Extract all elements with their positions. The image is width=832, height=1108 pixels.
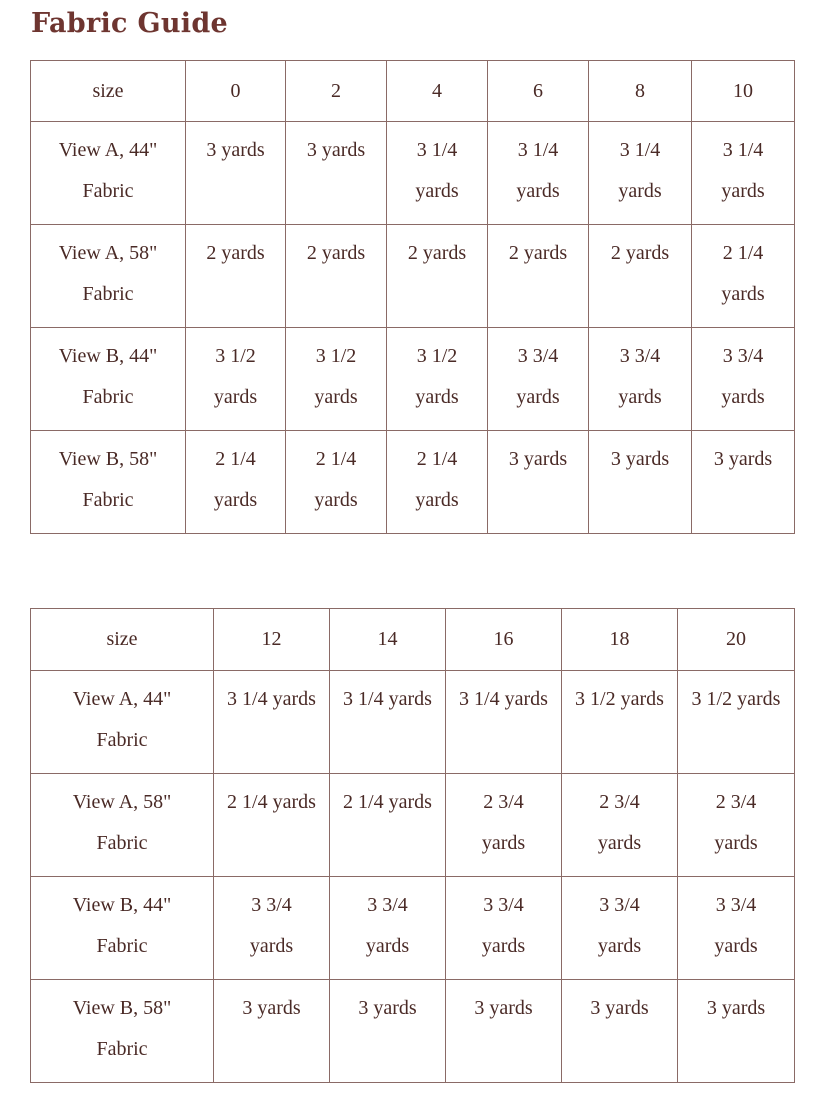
yardage-cell: 2 1/4 yards — [692, 225, 795, 328]
yardage-cell: 3 yards — [330, 980, 446, 1083]
row-label: View B, 44" Fabric — [31, 877, 214, 980]
yardage-cell: 3 yards — [286, 122, 387, 225]
table-row — [31, 122, 795, 225]
yardage-cell: 3 3/4 yards — [692, 328, 795, 431]
yardage-cell: 2 1/4 yards — [387, 431, 488, 534]
size-header: size — [31, 61, 186, 122]
table-header-row — [31, 609, 795, 671]
row-label: View A, 44" Fabric — [31, 671, 214, 774]
yardage-cell: 3 yards — [214, 980, 330, 1083]
table-row — [31, 671, 795, 774]
yardage-cell: 3 1/4 yards — [330, 671, 446, 774]
yardage-cell: 3 yards — [446, 980, 562, 1083]
yardage-cell: 3 1/4 yards — [214, 671, 330, 774]
yardage-cell: 2 yards — [387, 225, 488, 328]
yardage-cell: 3 yards — [562, 980, 678, 1083]
size-column-header: 18 — [562, 609, 678, 671]
row-label: View A, 44" Fabric — [31, 122, 186, 225]
row-label: View B, 58" Fabric — [31, 431, 186, 534]
row-label: View B, 44" Fabric — [31, 328, 186, 431]
yardage-cell: 3 yards — [488, 431, 589, 534]
yardage-cell: 2 3/4 yards — [446, 774, 562, 877]
yardage-cell: 3 1/2 yards — [387, 328, 488, 431]
fabric-table-sizes-0-10 — [30, 60, 795, 534]
row-label: View A, 58" Fabric — [31, 774, 214, 877]
table-row — [31, 328, 795, 431]
size-column-header: 2 — [286, 61, 387, 122]
row-label: View A, 58" Fabric — [31, 225, 186, 328]
yardage-cell: 3 yards — [589, 431, 692, 534]
size-column-header: 6 — [488, 61, 589, 122]
size-column-header: 12 — [214, 609, 330, 671]
row-label: View B, 58" Fabric — [31, 980, 214, 1083]
yardage-cell: 2 1/4 yards — [186, 431, 286, 534]
size-column-header: 4 — [387, 61, 488, 122]
yardage-cell: 3 3/4 yards — [562, 877, 678, 980]
yardage-cell: 2 yards — [286, 225, 387, 328]
yardage-cell: 3 3/4 yards — [589, 328, 692, 431]
yardage-cell: 3 3/4 yards — [488, 328, 589, 431]
table-row — [31, 980, 795, 1083]
yardage-cell: 2 yards — [589, 225, 692, 328]
yardage-cell: 3 yards — [186, 122, 286, 225]
yardage-cell: 3 1/2 yards — [562, 671, 678, 774]
yardage-cell: 3 1/4 yards — [488, 122, 589, 225]
size-column-header: 20 — [678, 609, 795, 671]
yardage-cell: 3 3/4 yards — [678, 877, 795, 980]
yardage-cell: 3 3/4 yards — [446, 877, 562, 980]
size-column-header: 0 — [186, 61, 286, 122]
yardage-cell: 2 yards — [186, 225, 286, 328]
yardage-cell: 3 yards — [678, 980, 795, 1083]
size-header: size — [31, 609, 214, 671]
yardage-cell: 2 1/4 yards — [286, 431, 387, 534]
table-header-row — [31, 61, 795, 122]
size-column-header: 16 — [446, 609, 562, 671]
yardage-cell: 3 yards — [692, 431, 795, 534]
size-column-header: 14 — [330, 609, 446, 671]
yardage-cell: 3 1/2 yards — [186, 328, 286, 431]
table-row — [31, 431, 795, 534]
yardage-cell: 3 1/4 yards — [589, 122, 692, 225]
yardage-cell: 3 1/4 yards — [692, 122, 795, 225]
yardage-cell: 2 yards — [488, 225, 589, 328]
yardage-cell: 3 3/4 yards — [330, 877, 446, 980]
yardage-cell: 3 1/2 yards — [678, 671, 795, 774]
table-row — [31, 774, 795, 877]
yardage-cell: 3 1/2 yards — [286, 328, 387, 431]
yardage-cell: 3 3/4 yards — [214, 877, 330, 980]
table-row — [31, 225, 795, 328]
yardage-cell: 3 1/4 yards — [446, 671, 562, 774]
yardage-cell: 2 3/4 yards — [562, 774, 678, 877]
table-row — [31, 877, 795, 980]
size-column-header: 10 — [692, 61, 795, 122]
size-column-header: 8 — [589, 61, 692, 122]
yardage-cell: 2 1/4 yards — [214, 774, 330, 877]
yardage-cell: 2 3/4 yards — [678, 774, 795, 877]
yardage-cell: 2 1/4 yards — [330, 774, 446, 877]
fabric-table-sizes-12-20 — [30, 608, 795, 1083]
page-title: Fabric Guide — [31, 8, 228, 39]
yardage-cell: 3 1/4 yards — [387, 122, 488, 225]
